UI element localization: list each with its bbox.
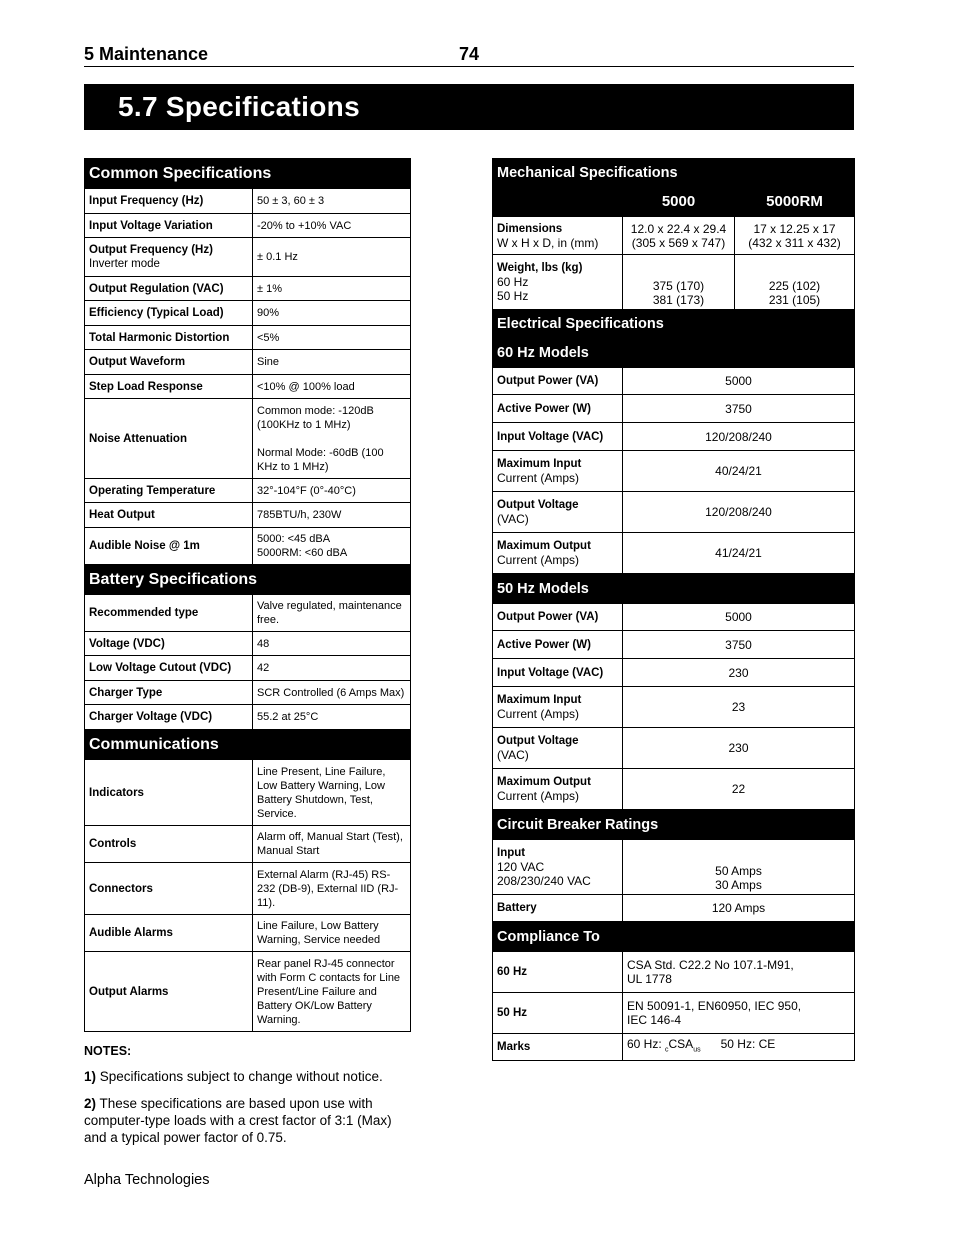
spec-label-text: Output Alarms [89,985,169,998]
spec-label-text: Noise Attenuation [89,432,187,445]
compliance-heading-title: Compliance To [493,922,855,952]
weight-label-sub-2: 50 Hz [497,289,529,303]
header-rule [84,66,854,67]
spec-value [253,214,411,238]
mechanical-specifications-heading-title: Mechanical Specifications [493,159,855,187]
spec-label [85,350,253,375]
spec-value [253,632,411,656]
electrical-value: 5000 [623,604,855,631]
spec-row [85,375,411,399]
spec-row [85,277,411,301]
electrical-label [493,728,623,769]
electrical-label [493,395,623,423]
spec-value [253,189,411,214]
spec-value [253,528,411,565]
electrical-label [493,423,623,451]
wt-5000rm-line-2: 231 (105) [768,293,821,307]
electrical-label-sub: (VAC) [497,512,529,526]
spec-label [85,399,253,479]
spec-label-text: Low Voltage Cutout (VDC) [89,662,232,674]
electrical-value: 3750 [623,395,855,423]
electrical-label [493,604,623,631]
electrical-label [493,687,623,728]
spec-value-text-2: Normal Mode: -60dB (100 KHz to 1 MHz) [257,446,384,473]
spec-row [85,705,411,730]
electrical-label [493,368,623,395]
spec-row [85,528,411,565]
spec-value-text: 785BTU/h, 230W [257,509,342,521]
dimensions-label-sub: W x H x D, in (mm) [497,235,599,250]
spec-label-text: Audible Noise @ 1m [89,540,200,552]
electrical-value: 120/208/240 [623,423,855,451]
dim-5000-line-2: (305 x 569 x 747) [631,235,726,250]
spec-row [85,863,411,915]
breaker-input-line-1: 50 Amps [715,864,762,878]
spec-value-text: SCR Controlled (6 Amps Max) [257,686,405,699]
spec-label [85,326,253,350]
spec-row [85,350,411,375]
dimensions-label-text: Dimensions [497,222,563,235]
notes-title: NOTES: [84,1044,132,1058]
electrical-value: 5000 [623,368,855,395]
electrical-value: 40/24/21 [623,451,855,492]
spec-label [85,277,253,301]
battery-specifications-heading-title: Battery Specifications [85,565,411,595]
spec-label-text: Voltage (VDC) [89,637,165,650]
spec-value [253,915,411,952]
marks-60hz-prefix: 60 Hz: [627,1036,666,1051]
spec-value [253,863,411,915]
electrical-label [493,533,623,574]
spec-label-text: Indicators [89,786,144,799]
spec-value-text: ± 0.1 Hz [257,251,298,263]
electrical-row [493,451,855,492]
spec-label [85,656,253,681]
spec-row [85,479,411,503]
electrical-row [493,631,855,659]
spec-value [253,503,411,528]
compliance-marks-value [623,1034,855,1061]
marks-50hz: 50 Hz: CE [720,1036,776,1051]
dimensions-5000 [623,217,735,255]
compliance-heading [493,922,855,952]
electrical-row [493,687,855,728]
csa-c-mark: c [665,1046,669,1054]
spec-row [85,760,411,826]
spec-row [85,952,411,1032]
spec-label-text: Audible Alarms [89,927,173,939]
compliance-value [623,993,855,1034]
spec-value-text: 48 [257,637,270,650]
wt-5000-line-1: 375 (170) [652,279,705,293]
compliance-hz60-line-2: UL 1778 [627,972,672,986]
communications-heading-title: Communications [85,730,411,760]
spec-value-text: Sine [257,356,280,368]
electrical-value: 120/208/240 [623,492,855,533]
spec-value-text: Rear panel RJ-45 connector with Form C contacts for Line Present/Line Failure and Battery OK/Low Battery Warning. [257,957,401,1026]
spec-value-text: ± 1% [257,282,282,295]
electrical-row [493,492,855,533]
electrical-label-text: Input Voltage (VAC) [497,666,604,679]
spec-value [253,399,411,479]
dim-5000rm-line-1: 17 x 12.25 x 17 [753,221,836,236]
electrical-row [493,533,855,574]
electrical-row [493,728,855,769]
spec-value-text: 50 ± 3, 60 ± 3 [257,195,325,207]
spec-label-text: Charger Type [89,686,163,699]
spec-label [85,863,253,915]
compliance-marks-row [493,1034,855,1061]
electrical-row [493,769,855,810]
dimensions-label [493,217,623,255]
spec-value [253,326,411,350]
section-header: 5 Maintenance [84,44,209,64]
spec-row [85,238,411,277]
electrical-label-sub: Current (Amps) [497,789,580,803]
electrical-label-sub: Current (Amps) [497,553,580,567]
electrical-value: 41/24/21 [623,533,855,574]
spec-value [253,681,411,705]
common-specifications-heading [85,159,411,189]
blank-cell [493,187,623,217]
spec-row [85,214,411,238]
spec-value [253,238,411,277]
weight-label-sub-1: 60 Hz [497,275,529,289]
electrical-value: 3750 [623,631,855,659]
weight-row [493,255,855,310]
breaker-battery-row [493,895,855,922]
electrical-label-sub: Current (Amps) [497,471,580,485]
electrical-label [493,659,623,687]
electrical-value: 22 [623,769,855,810]
electrical-value: 23 [623,687,855,728]
spec-label [85,189,253,214]
dimensions-5000rm [735,217,855,255]
electrical-specifications-heading [493,310,855,338]
spec-label-text: Total Harmonic Distortion [89,331,230,344]
spec-label-text: Recommended type [89,607,199,619]
spec-value-text: 55.2 at 25°C [257,711,319,723]
note-2: 2) These specifications are based upon use with computer-type loads with a crest factor of 3:1 (Max) and a typical power factor of 0.75. [84,1096,392,1145]
breaker-input-value [623,840,855,895]
spec-label-text: Output Regulation (VAC) [89,282,224,295]
electrical-value: 230 [623,659,855,687]
spec-value-text: <10% @ 100% load [257,380,355,393]
spec-label-text: Charger Voltage (VDC) [89,711,213,723]
wt-5000rm-line-1: 225 (102) [768,279,821,293]
dim-5000-line-1: 12.0 x 22.4 x 29.4 [630,221,727,236]
spec-label [85,681,253,705]
spec-label-text: Step Load Response [89,380,203,393]
spec-value [253,760,411,826]
compliance-hz50-line-1: EN 50091-1, EN60950, IEC 950, [627,999,802,1013]
dimensions-row [493,217,855,255]
breaker-input-row [493,840,855,895]
spec-value-text-2: 5000RM: <60 dBA [257,547,348,559]
weight-5000 [623,255,735,310]
compliance-label: 60 Hz [493,952,623,993]
spec-label-text: Controls [89,838,137,850]
note-1: 1) Specifications subject to change without notice. [84,1069,383,1084]
spec-value [253,826,411,863]
electrical-label [493,769,623,810]
breaker-input-sub-2: 208/230/240 VAC [497,874,591,888]
spec-label [85,503,253,528]
spec-value [253,595,411,632]
electrical-label-text: Active Power (W) [497,402,591,415]
electrical-label-text: Output Voltage [497,499,579,511]
breaker-battery-value: 120 Amps [623,895,855,922]
spec-label [85,214,253,238]
spec-label-sub: Inverter mode [89,258,160,270]
page-title: 5.7 Specifications [84,84,854,130]
compliance-hz50-line-2: IEC 146-4 [627,1013,682,1027]
spec-value-text: Line Failure, Low Battery Warning, Service needed [257,920,381,946]
breaker-input-sub-1: 120 VAC [497,860,545,874]
spec-label [85,375,253,399]
electrical-label-text: Output Voltage [497,735,579,747]
spec-value-text: <5% [257,331,280,344]
spec-value [253,350,411,375]
compliance-row [493,952,855,993]
spec-value [253,301,411,326]
hz50-models-heading [493,574,855,604]
electrical-label [493,631,623,659]
spec-row [85,656,411,681]
column-5000rm: 5000RM [735,187,855,217]
electrical-label-text: Maximum Input [497,694,582,706]
spec-label [85,528,253,565]
spec-value-text: External Alarm (RJ-45) RS-232 (DB-9), External IID (RJ-11). [257,868,399,909]
spec-value [253,952,411,1032]
column-5000: 5000 [623,187,735,217]
weight-5000rm [735,255,855,310]
mechanical-electrical-table [492,158,855,1061]
breaker-input-label [493,840,623,895]
hz50-models-heading-title: 50 Hz Models [493,574,855,604]
electrical-label-text: Output Power (VA) [497,375,599,387]
electrical-row [493,368,855,395]
electrical-label-text: Maximum Input [497,458,582,470]
spec-label-text: Heat Output [89,509,155,521]
common-specifications-heading-title: Common Specifications [85,159,411,189]
spec-row [85,681,411,705]
page-number: 74 [459,44,480,64]
electrical-label-text: Input Voltage (VAC) [497,430,604,443]
spec-label-text: Operating Temperature [89,484,216,497]
battery-specifications-heading [85,565,411,595]
compliance-hz60-line-1: CSA Std. C22.2 No 107.1-M91, [627,958,794,972]
spec-row [85,595,411,632]
compliance-row [493,993,855,1034]
electrical-label-sub: Current (Amps) [497,707,580,721]
spec-value-text: Valve regulated, maintenance free. [257,600,402,626]
spec-label [85,595,253,632]
electrical-row [493,395,855,423]
spec-value-text: Alarm off, Manual Start (Test), Manual Start [257,831,403,857]
electrical-row [493,423,855,451]
spec-value-text: 42 [257,662,270,674]
spec-value-text: 5000: <45 dBA [257,533,331,545]
electrical-label-text: Output Power (VA) [497,611,599,623]
breaker-input-line-2: 30 Amps [715,878,762,892]
spec-value [253,375,411,399]
spec-label-text: Input Voltage Variation [89,219,213,232]
spec-label-text: Input Frequency (Hz) [89,195,204,207]
spec-label [85,238,253,277]
spec-value [253,656,411,681]
dim-5000rm-line-2: (432 x 311 x 432) [748,235,841,250]
spec-row [85,915,411,952]
breaker-battery-label: Battery [493,895,623,922]
hz60-models-heading [493,338,855,368]
spec-value-text: 32°-104°F (0°-40°C) [257,484,356,497]
hz60-models-heading-title: 60 Hz Models [493,338,855,368]
communications-heading [85,730,411,760]
spec-label-text: Output Frequency (Hz) [89,244,213,256]
compliance-value [623,952,855,993]
spec-label-text: Output Waveform [89,356,186,368]
electrical-label-sub: (VAC) [497,748,529,762]
spec-label [85,915,253,952]
electrical-label [493,492,623,533]
spec-value-text: Line Present, Line Failure, Low Battery Warning, Low Battery Shutdown, Test, Service. [257,765,386,820]
csa-us-mark: us [693,1046,701,1054]
circuit-breaker-heading-title: Circuit Breaker Ratings [493,810,855,840]
spec-value [253,277,411,301]
electrical-label-text: Maximum Output [497,540,591,552]
weight-label [493,255,623,310]
spec-row [85,632,411,656]
electrical-label-text: Active Power (W) [497,638,591,651]
spec-label [85,632,253,656]
model-columns-header [493,187,855,217]
spec-row [85,301,411,326]
spec-row [85,189,411,214]
spec-label [85,479,253,503]
spec-value-text: 90% [257,307,280,319]
spec-label-text: Connectors [89,882,153,895]
breaker-input-label-text: Input [497,847,526,859]
spec-label [85,826,253,863]
spec-row [85,503,411,528]
spec-label [85,760,253,826]
circuit-breaker-heading [493,810,855,840]
spec-label [85,301,253,326]
electrical-label [493,451,623,492]
electrical-row [493,659,855,687]
spec-row [85,826,411,863]
spec-value-text: -20% to +10% VAC [257,219,352,232]
mechanical-specifications-heading [493,159,855,187]
spec-label [85,952,253,1032]
weight-label-text: Weight, lbs (kg) [497,262,583,274]
spec-row [85,326,411,350]
footer-company: Alpha Technologies [84,1172,210,1188]
electrical-specifications-heading-title: Electrical Specifications [493,310,855,338]
electrical-row [493,604,855,631]
spec-label [85,705,253,730]
compliance-label: 50 Hz [493,993,623,1034]
compliance-marks-label: Marks [493,1034,623,1061]
wt-5000-line-2: 381 (173) [652,293,705,307]
spec-label-text: Efficiency (Typical Load) [89,307,224,319]
spec-value [253,479,411,503]
csa-mark: CSA [668,1036,694,1051]
spec-row [85,399,411,479]
common-specifications-table [84,158,411,1032]
electrical-label-text: Maximum Output [497,776,591,788]
notes [84,1043,410,1156]
spec-value-text: Common mode: -120dB (100KHz to 1 MHz) [257,404,374,431]
electrical-value: 230 [623,728,855,769]
spec-value [253,705,411,730]
